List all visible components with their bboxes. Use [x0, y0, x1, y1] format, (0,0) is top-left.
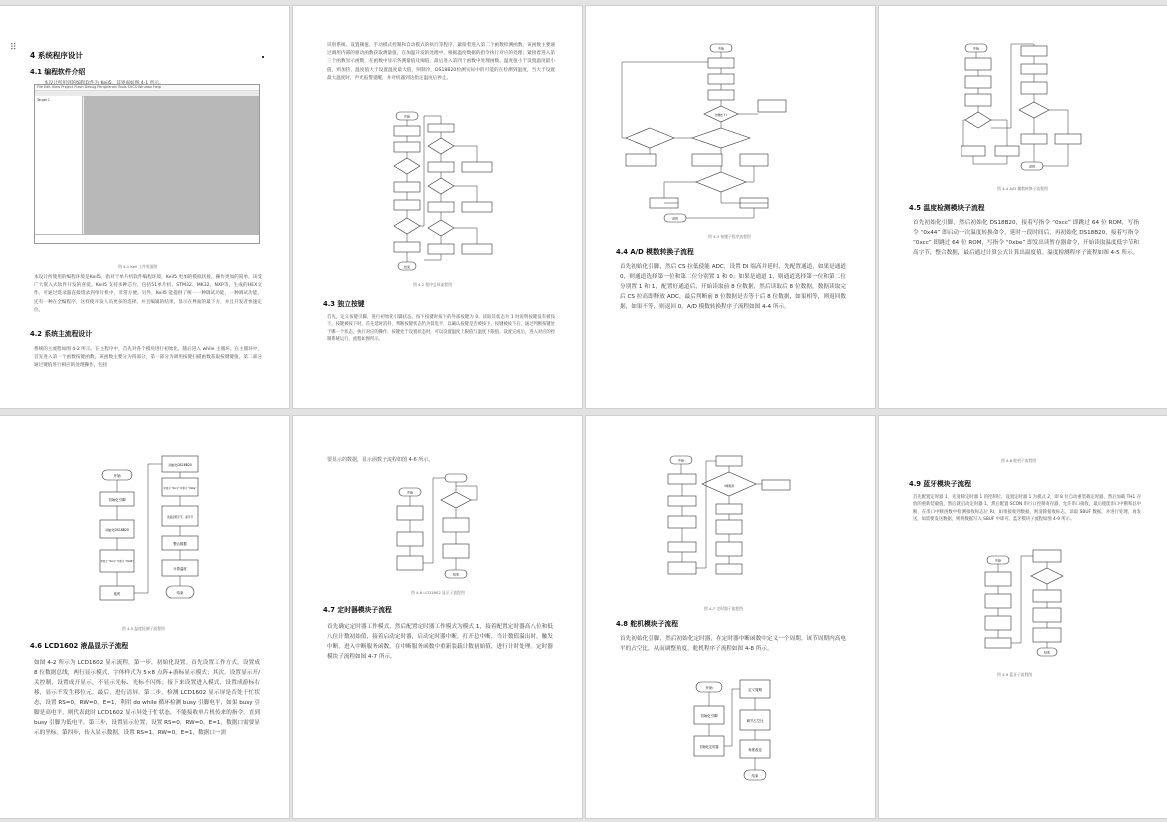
- flow-read: 读温度低字节、高字节: [167, 516, 193, 519]
- paragraph-ad: 首先初始化引脚，然后 CS 拉低使能 ADC，设置 DI 端高并延时，先配置通道，如果是通道 0，则通道选择第一位和第二位分别置 1 和 0；如果是通道 1，则通道选择第一位和第二位分别置 1 和 1，配置好通道后，开始读取前 8 位数据，然后读取后 8 位数据，数据读取完后 CS 拉高即释放 ADC，最后判断前 8 位数据是否等于后 8 位数据，如果相等，则返回数据，如果不等，则返回 0。A/D 模数转换程序子流程如图 4-4 所示。: [620, 264, 846, 310]
- flow-start-label: 开始: [705, 686, 713, 690]
- section-heading-4-5: 4.5 温度检测模块子流程: [909, 204, 985, 212]
- paragraph-keil: 本设计所使用的编程环境是Keil5，指对于单片机软件编程环境，Keil5 更加的模拟状接，操作更加的简单。该受广大嵌入式软件开发的喜爱。Keil5 支持多种芯片，包括51单片机、STM32、MK32、NXP等，生成的HEX文件。可通过烧录器直接烧录到单片机中，非常方便。另外，Keil5 能提供了统一一种调试功能，一种调试功能、还有一种在全编程序，这样使开发人员更多的选择。并且编辑的结果、显示在界面的最下方，并且开发者快速定位。: [34, 275, 262, 313]
- temperature-flowchart: [96, 454, 206, 622]
- section-heading-4-9: 4.9 蓝牙模块子流程: [909, 480, 971, 488]
- lcd-flowchart: [393, 472, 483, 592]
- section-heading-4-2: 4.2 系统主流程设计: [30, 330, 92, 338]
- section-heading-4-3: 4.3 独立按键: [323, 300, 365, 308]
- flow-start-label: 开始: [717, 46, 725, 51]
- flow-init-ds-2: 初始化DS18B20: [168, 463, 192, 467]
- document-page-3: [586, 6, 875, 408]
- paragraph-lcd-continued: 要显示的数据，显示函数子流程如图 4-6 所示。: [327, 457, 434, 463]
- figure-caption-4-5: 图 4-5 温度检测子流程图: [122, 626, 165, 631]
- bluetooth-flowchart: [983, 548, 1073, 670]
- flow-start-label: 开始: [406, 490, 414, 495]
- flow-end-label: 结束: [176, 591, 184, 595]
- section-heading-4-7: 4.7 定时器模块子流程: [323, 606, 392, 614]
- paragraph-main-flow: 系统的主流程如图 4-2 所示。在主程序中，首先对各个模块进行初始化，随后进入 while 主循环。在主循环中，首先进入第一个函数按键函数，该函数主要分为四部分，第一部分为调用按键扫描函数获取按键键值，第二部分通过键值进行相应的处理操作，包括: [34, 347, 262, 369]
- flow-init-timer: 初始化定时器: [699, 745, 719, 749]
- paragraph-bluetooth: 首先配置定时器 1，先清除定时器 1 的控制位，设置定时器 1 为模式 2，即 8 位自动重装载定时器，然后加载 TH1 存放的重新装载值，然后就启动定时器 1，然后配置 SCON 串行口控制寄存器，允许串口接收，最后使能串口中断和总中断，在串口中断函数中检测接收标志位 RI，如果接收到数据，则清除接收标志，读取 SBUF 数据，并进行处理，再发送，如需要发送数据，则将数据写入 SBUF 中即可。蓝牙模块子流程如图 4-9 所示。: [913, 495, 1141, 523]
- flow-start-label: 开始: [677, 458, 685, 463]
- screenshot-build-output: [35, 234, 259, 243]
- drag-handle-icon[interactable]: ⠿: [10, 43, 16, 53]
- key-flowchart: [620, 42, 790, 226]
- flow-angle: 角度改变: [748, 748, 762, 752]
- flow-start-label: 开始: [972, 46, 980, 51]
- section-heading-4-8: 4.8 舵机模块子流程: [616, 620, 678, 628]
- flow-key-decision: 按键按下?: [715, 114, 727, 117]
- document-page-1: [0, 6, 289, 408]
- document-page-6: [293, 416, 582, 818]
- paragraph-servo: 首先初始化引脚，然后初始化定时器，在定时器中断函数中定义一个周期，该节周期内高电平的占空比，从而调整角度，舵机程序子流程如图 4-8 所示。: [620, 636, 846, 652]
- figure-caption-4-8: 图 4-8 舵机子流程图: [1001, 458, 1037, 463]
- flow-start-label: 开始: [403, 114, 411, 119]
- figure-caption-4-4: 图 4-4 A/D 模数转换子流程图: [997, 186, 1048, 191]
- flow-calc: 计算温度: [173, 567, 187, 571]
- section-heading-4-1: 4.1 编程软件介绍: [30, 68, 86, 76]
- flow-merge: 整合数据: [173, 542, 187, 546]
- flow-start-label: 开始: [113, 474, 121, 478]
- figure-caption-4-7: 图 4-7 定时器子流程图: [704, 606, 743, 611]
- flow-end-label: 结束: [452, 572, 460, 577]
- flow-init-ds: 初始化DS18B20: [105, 528, 129, 532]
- section-heading-4-6: 4.6 LCD1602 液晶显示子流程: [30, 642, 129, 650]
- figure-caption-4-6: 图 4-6 LCD1602 显示子流程图: [411, 590, 465, 595]
- flow-delay: 延时: [113, 592, 121, 596]
- paragraph-temp: 首先初始化引脚，然后初始化 DS18B20，接着写指令 “0xcc” 即跳过 64 位 ROM，写指令 “0x44” 即启动一次温度转换命令，延时一段时间后，再初始化 DS18B20，接着写指令 “0xcc” 即跳过 64 位 ROM，写指令 “0xbe” 即发出读暂存器命令，开始读取温度低字节和高字节，整合数据，最后通过计算公式计算出温度值。温度检测程序子流程如图 4-5 所示。: [913, 220, 1139, 256]
- flow-end-label: 结束: [1043, 650, 1051, 655]
- figure-caption-4-3: 图 4-3 按键子程序流程图: [708, 234, 751, 239]
- screenshot-editor-area: [84, 96, 259, 235]
- document-page-8: [879, 416, 1167, 818]
- screenshot-target-label: Target 1: [37, 98, 50, 102]
- flow-return-label: 返回: [1028, 164, 1036, 169]
- flow-init-pin: 初始化引脚: [700, 714, 718, 718]
- flow-start-label: 开始: [994, 558, 1002, 563]
- document-page-5: [0, 416, 289, 818]
- flow-end-label: 结束: [403, 265, 411, 269]
- flow-duty: 调节占空比: [746, 719, 764, 723]
- flow-define-period: 定义周期: [748, 688, 762, 692]
- ad-flowchart: [961, 42, 1091, 182]
- figure-caption-4-1: 图 4-1 Keil 工作界面图: [118, 264, 158, 269]
- document-page-2: [293, 6, 582, 408]
- document-page-4: [879, 6, 1167, 408]
- paragraph-timer: 首先确定定时器工作模式，然后配置定时器工作模式为模式 1，接着配置定时器高八位和低八位计数初始值，接着启动定时器，启动定时器中断，打开总中断，当计数值溢出时，触发中断，进入中断服务函数，在中断服务函数中重新装载计数初始值，进行计时处理。定时器模块子流程如图 4-7 所示。: [327, 624, 553, 660]
- main-flowchart: [388, 110, 498, 280]
- figure-caption-4-2: 图 4-2 程序总体流程图: [413, 282, 452, 287]
- flow-return-label: 返回: [671, 216, 679, 221]
- paragraph-keys: 首先，定义按键引脚，进行初始化引脚状态。按下按键时按下的外部按键为 0，读取其状态为 1 时说明按键没有被按下。按键被按下时，首先延时消抖，判断按键状态仍为低电平，以确认按键是否被按下。按键被按下后，通过判断按键处于哪一个状态，执行对应的操作，按键处于设置状态时，可以设置温度上限值与温度下限值。设置完成后，进入对应的控制系统运行。流程如图所示。: [327, 315, 555, 343]
- flow-cmd2: 写指令 “0xcc” 写指令 “0xbe”: [163, 487, 197, 490]
- keil-screenshot-figure: [34, 84, 260, 244]
- paragraph-lcd: 如图 4-2 所示为 LCD1602 显示流程，第一步，初始化设置。首先设置工作方式，设置成 8 位数据总线，两行显示模式，字体样式为 5×8 点阵+游标显示模式；其次，设置显示开/关控制，设置成开显示，不显示光标、光标不闪烁；接下来设置进入模式，设置成游标右移，显示不发生移位元。最后，进行清屏。第二步，检测 LCD1602 显示屏是否处于忙状态，设置 RS=0，RW=0，E=1，利用 do while 循环检测 busy 引脚电平，如果 busy 引脚是高电平，则代表此时 LCD1602 显示屏处于忙状态，不能接收单片机传来的指令，直到 busy 引脚为低电平。第三步，设置显示位置，设置 RS=0，RW=0，E=1，数据口需要显示的坐标。第四步，传入显示数据，设置 RS=1，RW=0，E=1，数据口一需: [34, 660, 260, 736]
- screenshot-menubar: File Edit View Project Flash Debug Peripherals Tools SVCS Window Help: [35, 85, 259, 91]
- section-heading-4-4: 4.4 A/D 模数转换子流程: [616, 248, 694, 256]
- paragraph-mark: [262, 56, 264, 58]
- screenshot-project-panel: [35, 96, 83, 235]
- flow-interrupt-decision: 中断服务: [723, 485, 735, 488]
- section-heading-4: 4 系统程序设计: [30, 51, 83, 60]
- servo-flowchart: [690, 678, 786, 798]
- figure-caption-4-9: 图 4-9 蓝牙子流程图: [997, 672, 1033, 677]
- flow-init-pin: 初始化引脚: [108, 498, 126, 502]
- document-page-7: [586, 416, 875, 818]
- timer-flowchart: [666, 454, 796, 604]
- paragraph-continued: 识别系统、设置阈值、手动模式控制和自动模式的执行等程序。紧接着进入第二个函数检测函数，该函数主要通过调用内部的驱动函数获取测量值，在加温开发的处理中，根据温度数据的指令执行对应的处理；紧接着进入第三个函数显示函数，在函数中显示各测量值及阈值，最后进入第四个函数中处理函数。温度值小于设置温度最小值，则加热，温度值大于设置温度最大值，则制冷，DS18B20检测实际中的可能的在检测到温度，当大于设置最大温度时，声光报警提醒，并对机器到达指定温度后停止。: [327, 43, 555, 81]
- flow-end-label: 结束: [751, 774, 759, 778]
- flow-cmd1: 写指令 “0xcc” 写指令 “0x44”: [100, 560, 134, 563]
